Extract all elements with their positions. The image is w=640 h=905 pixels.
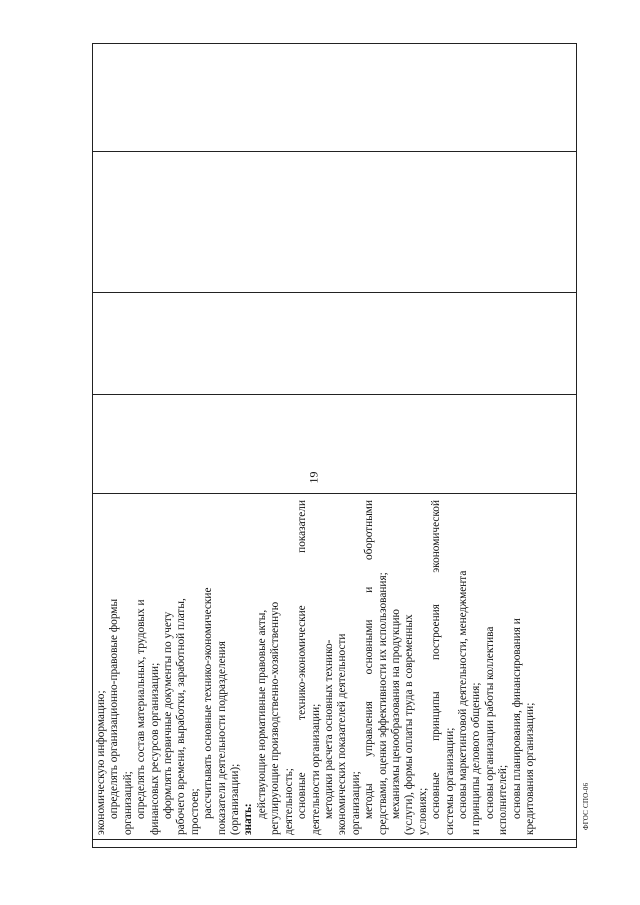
content-line: определять организационно-правовые формы xyxy=(108,598,121,819)
content-line: (услуги), формы оплаты труда в современных xyxy=(403,614,416,835)
content-line: деятельность; xyxy=(282,768,295,835)
content-line: основы организации работы коллектива xyxy=(483,626,496,819)
content-line: и принципы делового общения; xyxy=(470,682,483,835)
page-number: 19 xyxy=(306,471,321,484)
content-line: организации; xyxy=(349,771,362,835)
table-cell-hours xyxy=(93,292,576,394)
content-line: знать: xyxy=(242,803,255,835)
content-line: средствами, оценки эффективности их использования; xyxy=(376,572,389,835)
table-cell-index xyxy=(93,839,576,847)
table-cell-content xyxy=(93,493,576,839)
table-cell-discipline xyxy=(93,394,576,493)
content-line: рабочего времени, выработки, заработной платы, xyxy=(175,598,188,835)
content-line: условиях; xyxy=(416,787,429,835)
content-line: рассчитывать основные технико-экономические xyxy=(202,587,215,819)
content-line: экономическую информацию; xyxy=(95,690,107,835)
table-cell-competence xyxy=(93,49,576,151)
content-line: методы управления основными и оборотными xyxy=(363,500,376,819)
content-line: (организации); xyxy=(229,763,242,835)
content-line: кредитования организации; xyxy=(524,702,536,835)
content-line: финансовых ресурсов организации; xyxy=(148,662,161,835)
content-line: действующие нормативные правовые акты, xyxy=(255,609,268,819)
content-line: деятельности организации; xyxy=(309,703,322,835)
content-line: показатели деятельности подразделения xyxy=(215,641,228,835)
content-line: механизмы ценообразования на продукцию xyxy=(389,609,402,819)
content-line: основы планирования, финансирования и xyxy=(510,618,523,819)
content-line: системы организации; xyxy=(443,727,456,835)
content-line: экономических показателей деятельности xyxy=(336,633,349,835)
content-line: методики расчета основных технико- xyxy=(322,639,335,819)
competency-table xyxy=(92,43,577,848)
content-line: основные принципы построения экономической xyxy=(430,500,443,819)
content-line: исполнителей; xyxy=(497,764,510,835)
content-line: основные технико-экономические показатели xyxy=(296,500,309,819)
content-line: простоев; xyxy=(188,788,201,835)
content-line: оформлять первичные документы по учету xyxy=(162,611,175,819)
content-line: регулирующие производственно-хозяйственную xyxy=(269,601,282,835)
content-line: определять состав материальных, трудовых и xyxy=(135,599,148,819)
table-cell-code xyxy=(93,151,576,292)
content-line: организаций; xyxy=(121,771,134,835)
footer-label: ФГОС СПО-06 xyxy=(582,782,590,830)
content-line: основы маркетинговой деятельности, менеджмента xyxy=(456,570,469,819)
